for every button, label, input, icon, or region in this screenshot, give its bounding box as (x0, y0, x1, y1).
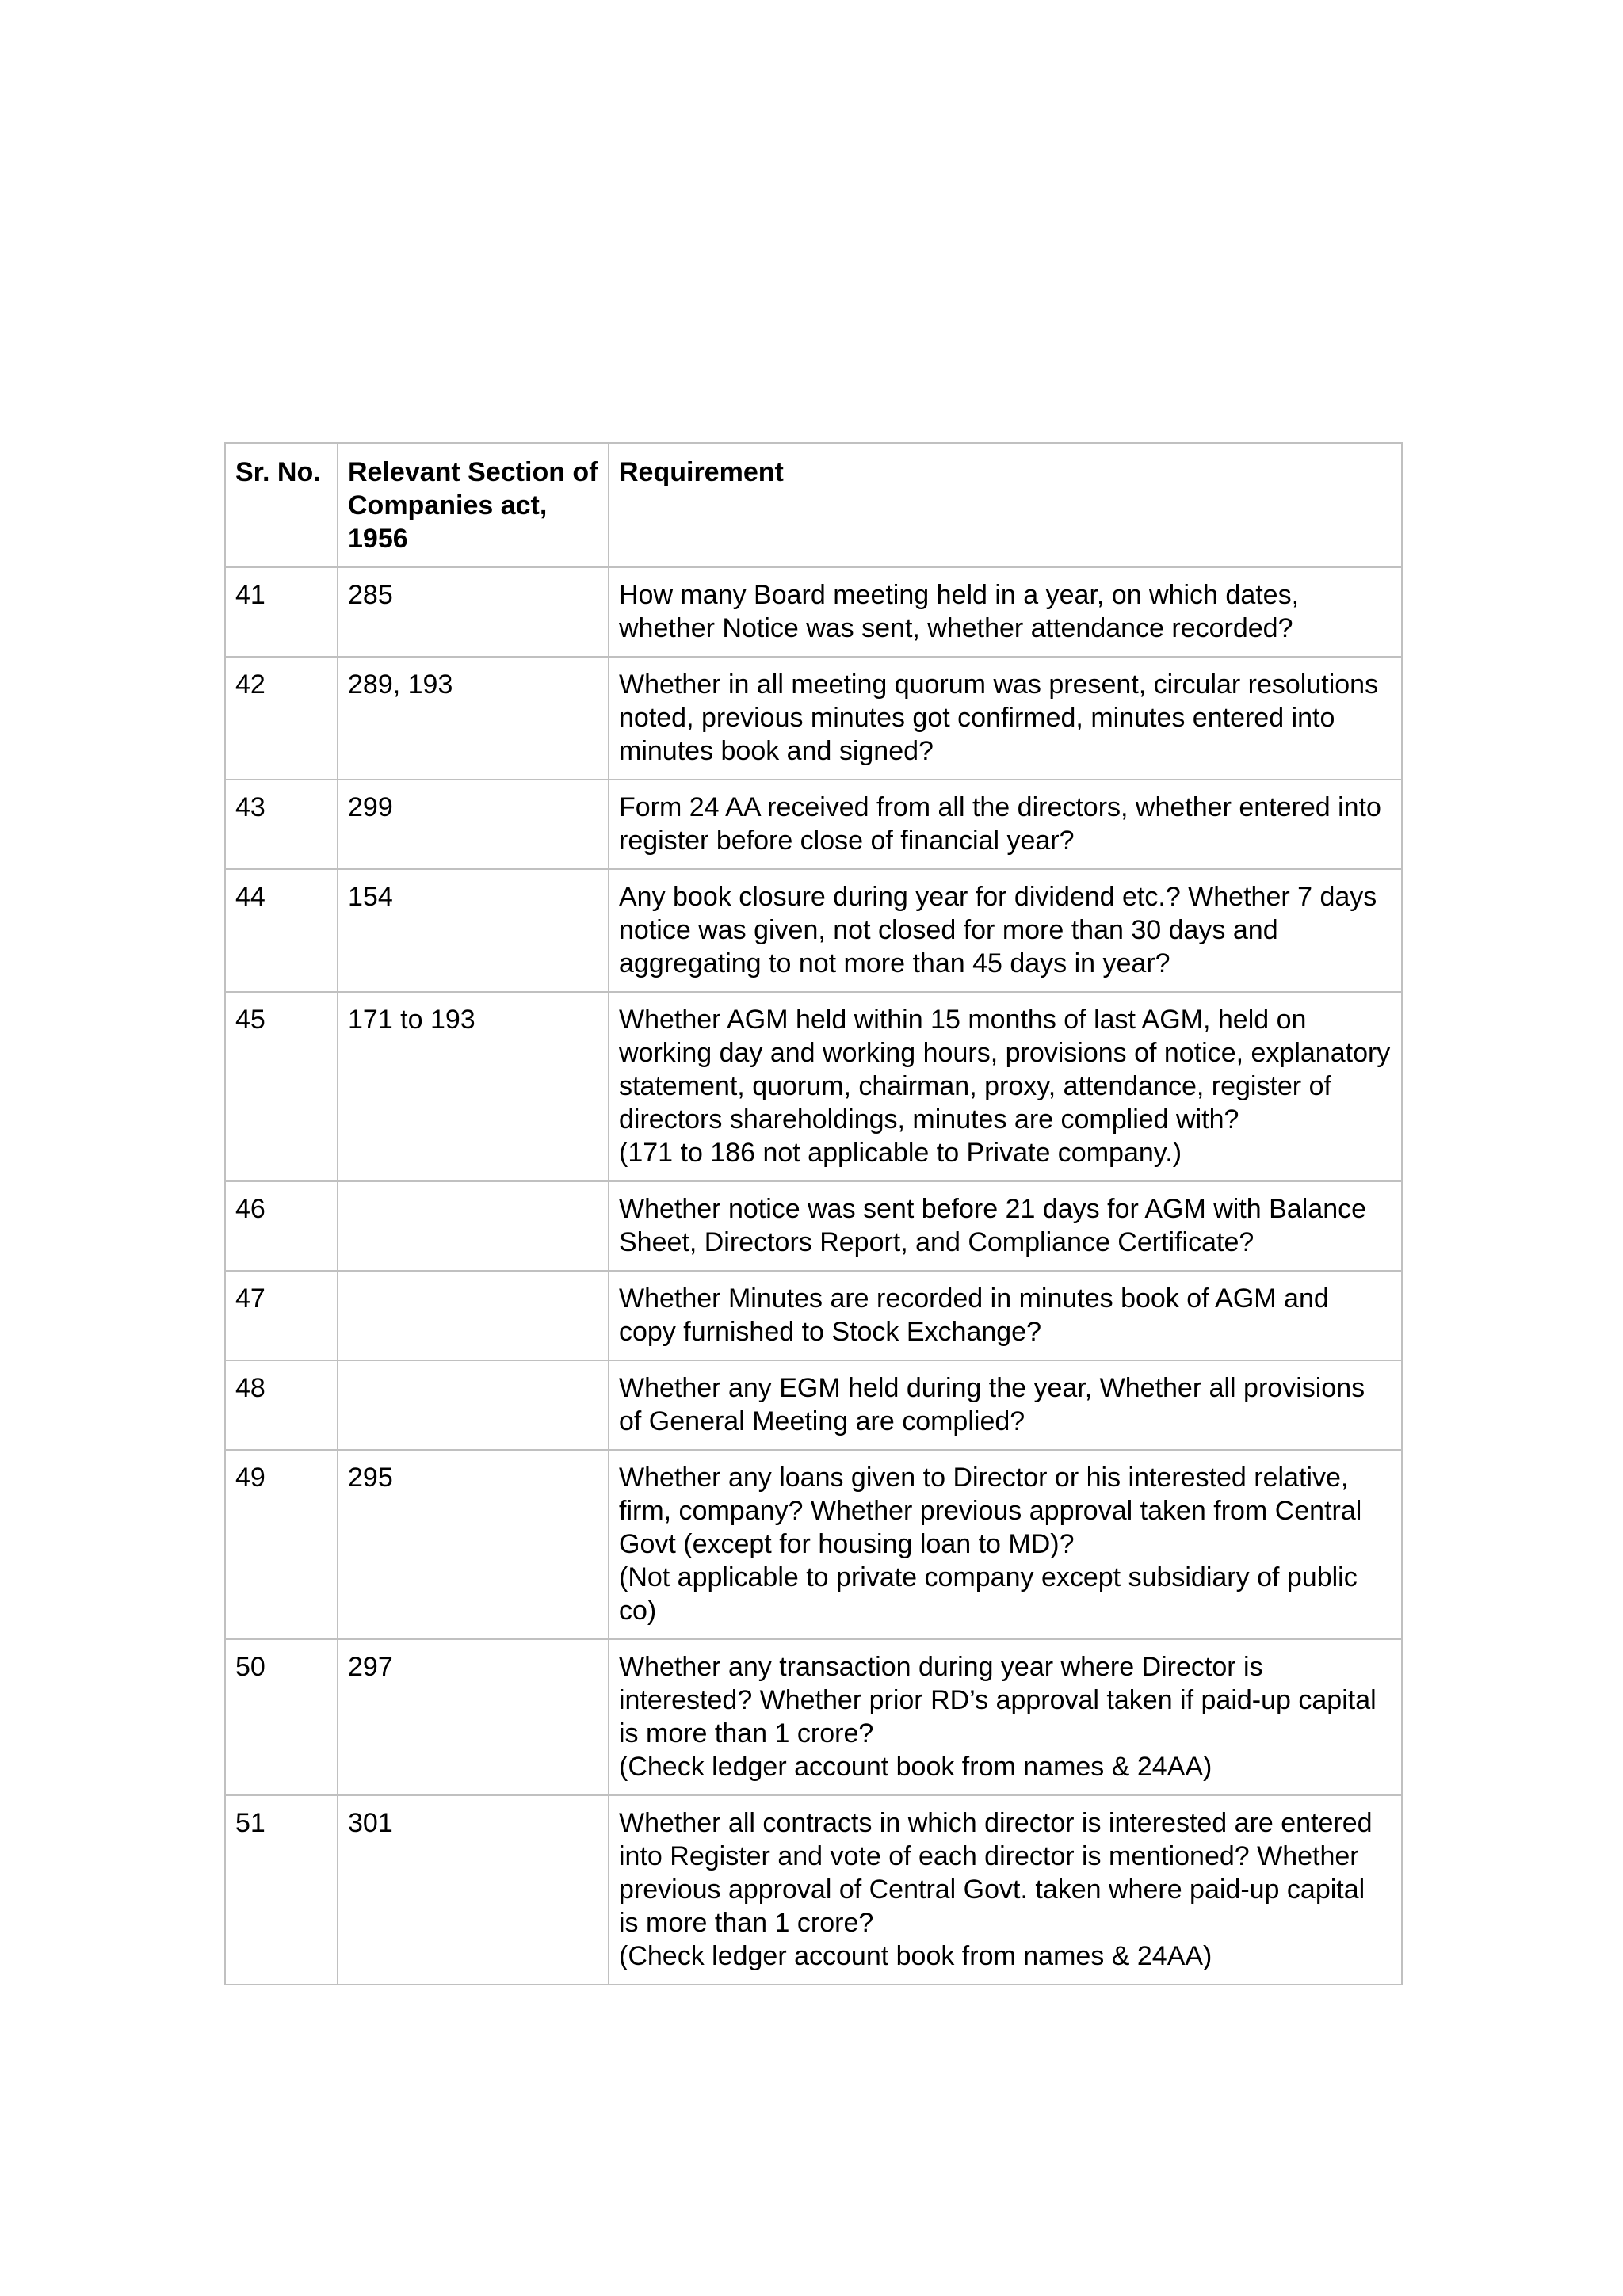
cell-section: 301 (338, 1795, 609, 1985)
header-relevant-section: Relevant Section of Companies act, 1956 (338, 443, 609, 567)
requirement-text: Whether any loans given to Director or his interested relative, firm, company? Whether previous approval taken from Central Govt (except for housing loan to MD)? (619, 1463, 1362, 1559)
table-row (225, 1360, 1402, 1450)
cell-requirement (609, 869, 1402, 992)
cell-sr-no: 47 (225, 1271, 338, 1360)
table-row (225, 1795, 1402, 1985)
cell-section: 299 (338, 780, 609, 869)
requirement-text: Whether notice was sent before 21 days for AGM with Balance Sheet, Directors Report, and Compliance Certificate? (619, 1194, 1367, 1257)
requirement-text: Whether in all meeting quorum was present, circular resolutions noted, previous minutes got confirmed, minutes entered into minutes book and signed? (619, 669, 1379, 766)
cell-sr-no: 48 (225, 1360, 338, 1450)
requirement-note: (Check ledger account book from names & 24AA) (619, 1941, 1212, 1971)
cell-section (338, 1360, 609, 1450)
table-row (225, 992, 1402, 1181)
cell-requirement (609, 657, 1402, 780)
cell-section: 297 (338, 1639, 609, 1795)
cell-requirement (609, 780, 1402, 869)
cell-requirement (609, 567, 1402, 657)
requirement-text: Whether any transaction during year where Director is interested? Whether prior RD’s approval taken if paid-up capital is more than 1 crore? (619, 1652, 1377, 1749)
cell-section: 171 to 193 (338, 992, 609, 1181)
table-row (225, 657, 1402, 780)
cell-sr-no: 45 (225, 992, 338, 1181)
header-sr-no: Sr. No. (225, 443, 338, 567)
cell-section: 289, 193 (338, 657, 609, 780)
cell-section: 285 (338, 567, 609, 657)
cell-requirement (609, 1181, 1402, 1271)
cell-sr-no: 49 (225, 1450, 338, 1639)
table-row (225, 1450, 1402, 1639)
requirement-text: Whether AGM held within 15 months of last AGM, held on working day and working hours, provisions of notice, explanatory statement, quorum, chairman, proxy, attendance, register of directors shareholdings, minutes are complied with? (619, 1005, 1391, 1135)
table-row (225, 780, 1402, 869)
cell-sr-no: 42 (225, 657, 338, 780)
header-requirement: Requirement (609, 443, 1402, 567)
cell-section (338, 1271, 609, 1360)
table-row (225, 1271, 1402, 1360)
cell-section: 154 (338, 869, 609, 992)
requirement-text: Whether Minutes are recorded in minutes book of AGM and copy furnished to Stock Exchange? (619, 1283, 1329, 1347)
table-row (225, 869, 1402, 992)
cell-sr-no: 50 (225, 1639, 338, 1795)
cell-requirement (609, 1639, 1402, 1795)
requirement-note: (171 to 186 not applicable to Private company.) (619, 1138, 1182, 1168)
cell-requirement (609, 1271, 1402, 1360)
table-row (225, 1181, 1402, 1271)
cell-requirement (609, 1795, 1402, 1985)
requirement-note: (Check ledger account book from names & 24AA) (619, 1752, 1212, 1782)
table-header-row (225, 443, 1402, 567)
table-row (225, 1639, 1402, 1795)
cell-sr-no: 46 (225, 1181, 338, 1271)
cell-sr-no: 51 (225, 1795, 338, 1985)
requirement-note: (Not applicable to private company except subsidiary of public co) (619, 1562, 1358, 1626)
cell-requirement (609, 1450, 1402, 1639)
table-row (225, 567, 1402, 657)
cell-requirement (609, 992, 1402, 1181)
requirement-text: Form 24 AA received from all the directors, whether entered into register before close of financial year? (619, 792, 1381, 856)
requirement-text: Whether any EGM held during the year, Whether all provisions of General Meeting are complied? (619, 1373, 1365, 1436)
cell-section (338, 1181, 609, 1271)
requirement-text: How many Board meeting held in a year, on which dates, whether Notice was sent, whether attendance recorded? (619, 580, 1300, 643)
cell-sr-no: 44 (225, 869, 338, 992)
cell-requirement (609, 1360, 1402, 1450)
cell-section: 295 (338, 1450, 609, 1639)
cell-sr-no: 43 (225, 780, 338, 869)
requirement-text: Any book closure during year for dividend etc.? Whether 7 days notice was given, not closed for more than 30 days and aggregating to not more than 45 days in year? (619, 882, 1377, 978)
cell-sr-no: 41 (225, 567, 338, 657)
requirement-text: Whether all contracts in which director is interested are entered into Register and vote of each director is mentioned? Whether previous approval of Central Govt. taken where paid-up capital is more than 1 crore? (619, 1808, 1373, 1938)
requirements-table (224, 442, 1403, 1985)
